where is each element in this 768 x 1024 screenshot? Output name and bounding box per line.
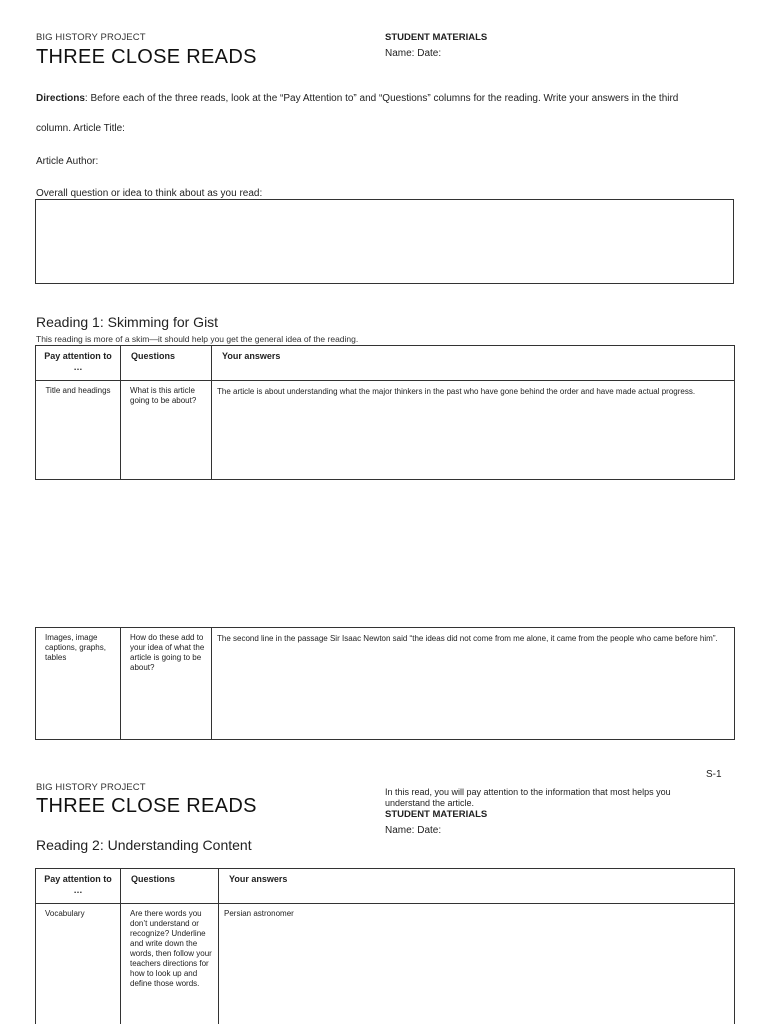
answer-cell[interactable]: The second line in the passage Sir Isaac Newton said “the ideas did not come from me alone, it came from the people who came before him”. xyxy=(212,628,735,740)
header-questions: Questions xyxy=(121,869,219,904)
project-label: BIG HISTORY PROJECT xyxy=(36,782,146,793)
answer-cell[interactable]: The article is about understanding what the major thinkers in the past who have gone behind the order and have made actual progress. xyxy=(212,381,735,480)
question-cell: How do these add to your idea of what the article is going to be about? xyxy=(121,628,212,740)
header-your-answers: Your answers xyxy=(219,869,735,904)
reading-1-subtitle: This reading is more of a skim—it should help you get the general idea of the reading. xyxy=(36,334,359,344)
overall-question-box[interactable] xyxy=(35,199,734,284)
overall-question-label: Overall question or idea to think about as you read: xyxy=(36,188,263,199)
project-label: BIG HISTORY PROJECT xyxy=(36,32,146,43)
student-materials-label: STUDENT MATERIALS xyxy=(385,809,488,820)
name-date-field[interactable]: Name: Date: xyxy=(385,825,442,836)
reading-1-table-continued xyxy=(35,627,735,740)
directions-line-1: : Before each of the three reads, look at the “Pay Attention to” and “Questions” columns for the reading. Write your answers in the third xyxy=(84,93,679,104)
attention-cell: Vocabulary xyxy=(36,904,121,1024)
page-title: THREE CLOSE READS xyxy=(36,46,257,68)
answer-cell[interactable]: Persian astronomer xyxy=(219,904,735,1024)
header-your-answers: Your answers xyxy=(212,346,735,381)
header-pay-attention: Pay attention to … xyxy=(36,869,121,904)
header-questions: Questions xyxy=(121,346,212,381)
article-title-field[interactable]: column. Article Title: xyxy=(36,123,125,134)
directions-label: Directions xyxy=(36,93,85,104)
reading-2-table xyxy=(35,868,735,1024)
page-title: THREE CLOSE READS xyxy=(36,795,257,817)
reading-1-table xyxy=(35,345,735,480)
page-number: S-1 xyxy=(706,769,722,780)
reading-1-title: Reading 1: Skimming for Gist xyxy=(36,314,219,330)
reading-2-intro: In this read, you will pay attention to the information that most helps you understand the article. xyxy=(385,787,671,808)
article-author-field[interactable]: Article Author: xyxy=(36,156,99,167)
reading-2-title: Reading 2: Understanding Content xyxy=(36,837,252,853)
header-pay-attention: Pay attention to … xyxy=(36,346,121,381)
question-cell: What is this article going to be about? xyxy=(121,381,212,480)
student-materials-label: STUDENT MATERIALS xyxy=(385,32,488,43)
attention-cell: Images, image captions, graphs, tables xyxy=(36,628,121,740)
name-date-field[interactable]: Name: Date: xyxy=(385,48,442,59)
question-cell: Are there words you don’t understand or recognize? Underline and write down the words, then follow your teachers directions for how to look up and define those words. xyxy=(121,904,219,1024)
attention-cell: Title and headings xyxy=(36,381,121,480)
directions-text xyxy=(36,93,736,104)
